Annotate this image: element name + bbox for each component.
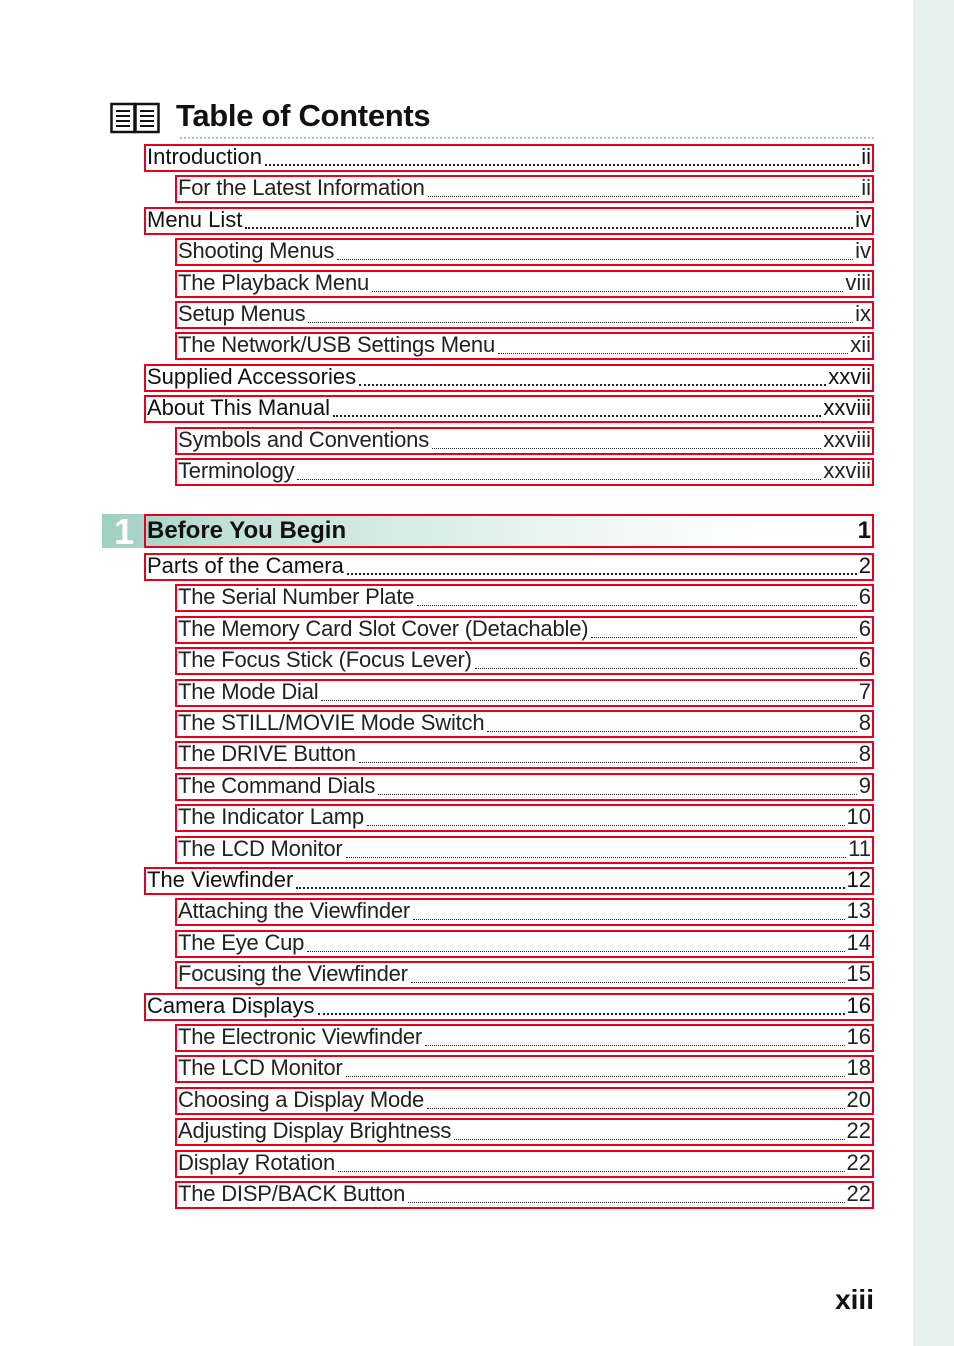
- toc-subentry[interactable]: [175, 773, 874, 801]
- dot-leader: [346, 1076, 845, 1077]
- dot-leader: [359, 762, 857, 763]
- dot-leader: [591, 637, 856, 638]
- entry-page-number: 6: [858, 615, 871, 641]
- toc-subentry[interactable]: [175, 710, 874, 738]
- toc-subentry[interactable]: [175, 1024, 874, 1052]
- entry-page-number: 10: [846, 804, 871, 830]
- entry-title: The Memory Card Slot Cover (Detachable): [178, 615, 589, 641]
- entry-title: The Mode Dial: [178, 678, 319, 704]
- entry-page-number: 22: [846, 1149, 871, 1175]
- entry-page-number: 22: [846, 1181, 871, 1206]
- entry-title: Attaching the Viewfinder: [178, 898, 411, 924]
- toc-subentry[interactable]: [175, 584, 874, 612]
- dot-leader: [318, 1013, 845, 1015]
- entry-page-number: xxviii: [823, 458, 871, 483]
- dot-leader: [359, 384, 826, 386]
- dot-leader: [296, 887, 844, 889]
- title-divider: [180, 137, 874, 139]
- entry-title: Supplied Accessories: [147, 363, 357, 389]
- toc-subentry[interactable]: [175, 332, 874, 360]
- entry-page-number: iv: [855, 206, 871, 232]
- entry-page-number: iv: [855, 238, 871, 264]
- entry-page-number: ii: [861, 144, 871, 169]
- toc-subentry[interactable]: [175, 616, 874, 644]
- toc-subentry[interactable]: [175, 270, 874, 298]
- chapter-link[interactable]: [144, 514, 874, 548]
- toc-subentry[interactable]: [175, 836, 874, 864]
- toc-subentry[interactable]: [175, 898, 874, 926]
- toc-subentry[interactable]: [175, 647, 874, 675]
- entry-title: The Eye Cup: [178, 929, 305, 955]
- entry-page-number: 11: [848, 835, 871, 861]
- entry-title: Introduction: [147, 144, 262, 169]
- entry-title: The Viewfinder: [147, 867, 294, 892]
- dot-leader: [245, 227, 853, 229]
- entry-title: The Indicator Lamp: [178, 804, 364, 830]
- dot-leader: [333, 415, 821, 417]
- toc-entry[interactable]: [144, 867, 874, 895]
- entry-title: The Command Dials: [178, 772, 376, 798]
- entry-title: About This Manual: [147, 395, 331, 421]
- entry-title: The LCD Monitor: [178, 835, 343, 861]
- dot-leader: [432, 448, 821, 449]
- chapter-number: 1: [114, 511, 135, 552]
- entry-page-number: 15: [846, 961, 871, 987]
- entry-page-number: 9: [858, 772, 871, 798]
- toc-subentry[interactable]: [175, 741, 874, 769]
- dot-leader: [347, 573, 857, 575]
- entry-title: Display Rotation: [178, 1149, 335, 1175]
- entry-page-number: ii: [861, 175, 871, 201]
- dot-leader: [454, 1139, 844, 1140]
- entry-page-number: 8: [858, 741, 871, 767]
- toc-header: [108, 96, 874, 138]
- toc-subentry[interactable]: [175, 175, 874, 203]
- entry-page-number: 22: [846, 1118, 871, 1144]
- chapter-title: Before You Begin: [147, 517, 347, 544]
- toc-entry[interactable]: [144, 395, 874, 423]
- toc-entry[interactable]: [144, 207, 874, 235]
- dot-leader: [475, 668, 857, 669]
- toc-subentry[interactable]: [175, 1181, 874, 1209]
- page-title: Table of Contents: [176, 98, 431, 133]
- dot-leader: [321, 700, 856, 701]
- dot-leader: [265, 164, 859, 166]
- entry-page-number: xxvii: [828, 363, 871, 389]
- toc-subentry[interactable]: [175, 238, 874, 266]
- entry-title: Adjusting Display Brightness: [178, 1118, 452, 1144]
- entry-page-number: 20: [846, 1086, 871, 1112]
- entry-page-number: 6: [858, 647, 871, 673]
- entry-title: The Electronic Viewfinder: [178, 1024, 423, 1049]
- entry-page-number: xii: [850, 332, 871, 358]
- dot-leader: [372, 291, 843, 292]
- entry-page-number: 7: [858, 678, 871, 704]
- entry-page-number: 8: [858, 710, 871, 735]
- entry-title: Shooting Menus: [178, 238, 335, 264]
- toc-subentry[interactable]: [175, 427, 874, 455]
- entry-title: Symbols and Conventions: [178, 426, 429, 452]
- entry-title: Focusing the Viewfinder: [178, 961, 408, 987]
- dot-leader: [378, 794, 857, 795]
- toc-subentry[interactable]: [175, 679, 874, 707]
- toc-subentry[interactable]: [175, 301, 874, 329]
- entry-page-number: 18: [846, 1055, 871, 1081]
- dot-leader: [297, 479, 821, 480]
- entry-title: The Playback Menu: [178, 269, 370, 295]
- entry-page-number: 12: [846, 867, 871, 892]
- entry-title: Menu List: [147, 206, 243, 232]
- toc-subentry[interactable]: [175, 961, 874, 989]
- dot-leader: [308, 322, 853, 323]
- entry-page-number: 2: [858, 553, 871, 578]
- entry-title: The DISP/BACK Button: [178, 1181, 406, 1206]
- dot-leader: [425, 1045, 844, 1046]
- dot-leader: [346, 857, 847, 858]
- entry-title: The STILL/MOVIE Mode Switch: [178, 710, 485, 735]
- entry-title: For the Latest Information: [178, 175, 425, 201]
- entry-title: The Focus Stick (Focus Lever): [178, 647, 472, 673]
- toc-entry[interactable]: [144, 993, 874, 1021]
- entry-page-number: 14: [846, 929, 871, 955]
- side-color-strip: [913, 0, 954, 1346]
- entry-title: The DRIVE Button: [178, 741, 356, 767]
- entry-page-number: 6: [858, 584, 871, 610]
- dot-leader: [427, 1108, 844, 1109]
- dot-leader: [367, 825, 845, 826]
- dot-leader: [487, 731, 856, 732]
- entry-page-number: 13: [846, 898, 871, 924]
- dot-leader: [428, 196, 860, 197]
- entry-page-number: 16: [846, 1024, 871, 1049]
- entry-title: Parts of the Camera: [147, 553, 344, 578]
- entry-title: Terminology: [178, 458, 295, 483]
- dot-leader: [413, 919, 844, 920]
- toc-entry[interactable]: [144, 364, 874, 392]
- toc-subentry[interactable]: [175, 1118, 874, 1146]
- chapter-page-number: 1: [857, 517, 871, 544]
- entry-page-number: 16: [846, 992, 871, 1018]
- dot-leader: [411, 982, 845, 983]
- entry-title: The LCD Monitor: [178, 1055, 343, 1081]
- entry-page-number: ix: [855, 301, 871, 326]
- entry-title: Choosing a Display Mode: [178, 1086, 425, 1112]
- toc-entry[interactable]: [144, 144, 874, 172]
- entry-title: Camera Displays: [147, 992, 315, 1018]
- entry-title: Setup Menus: [178, 301, 306, 326]
- dot-leader: [337, 259, 853, 260]
- toc-subentry[interactable]: [175, 458, 874, 486]
- page-number: xiii: [835, 1284, 874, 1315]
- dot-leader: [498, 353, 848, 354]
- toc-entry[interactable]: [144, 553, 874, 581]
- entry-page-number: xxviii: [823, 426, 871, 452]
- dot-leader: [307, 951, 844, 952]
- dot-leader: [338, 1171, 845, 1172]
- entry-page-number: xxviii: [823, 395, 871, 421]
- toc-subentry[interactable]: [175, 1150, 874, 1178]
- book-icon: [110, 102, 160, 134]
- dot-leader: [408, 1202, 844, 1203]
- entry-title: The Network/USB Settings Menu: [178, 332, 496, 358]
- toc-subentry[interactable]: [175, 1087, 874, 1115]
- toc-subentry[interactable]: [175, 1055, 874, 1083]
- entry-title: The Serial Number Plate: [178, 584, 415, 610]
- toc-subentry[interactable]: [175, 804, 874, 832]
- dot-leader: [417, 605, 856, 606]
- entry-page-number: viii: [845, 269, 871, 295]
- toc-subentry[interactable]: [175, 930, 874, 958]
